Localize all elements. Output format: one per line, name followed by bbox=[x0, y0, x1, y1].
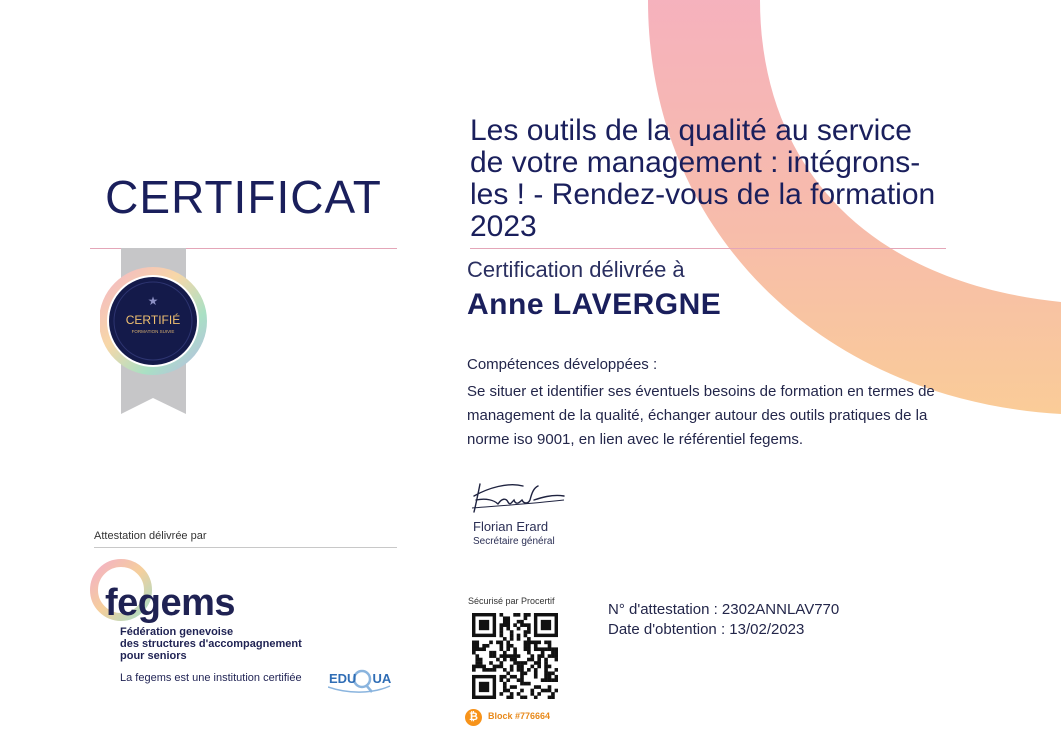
fegems-logo-text: fegems bbox=[105, 582, 236, 624]
badge-line2: FORMATION SUIVIE bbox=[131, 329, 175, 334]
bitcoin-icon: ₿ bbox=[465, 709, 482, 726]
signature-image bbox=[468, 478, 568, 520]
divider-issuer bbox=[94, 547, 397, 548]
signatory-role: Secrétaire général bbox=[473, 536, 555, 547]
skills-description: Se situer et identifier ses éventuels besoins de formation en termes de management de la qualité, échanger autour des outils pratiques de la norme iso 9001, en lien avec le référentiel fegems. bbox=[467, 383, 935, 448]
issuer-description-line: des structures d'accompagnement bbox=[120, 638, 302, 650]
eduqua-label: EDU UA bbox=[329, 671, 392, 686]
divider-right bbox=[470, 248, 946, 249]
issued-by-label: Attestation délivrée par bbox=[94, 530, 207, 542]
issuer-description-line: pour seniors bbox=[120, 650, 187, 662]
certified-institution-note: La fegems est une institution certifiée bbox=[120, 672, 302, 684]
attestation-number: N° d'attestation : 2302ANNLAV770 bbox=[608, 601, 840, 618]
certificate-heading: CERTIFICAT bbox=[105, 171, 382, 223]
course-title: Les outils de la qualité au service de votre management : intégrons-les ! - Rendez-vous de la formation 2023 bbox=[470, 114, 936, 243]
secured-by-label: Sécurisé par Procertif bbox=[468, 596, 555, 606]
badge-line1: CERTIFIÉ bbox=[125, 313, 181, 327]
skills-label: Compétences développées : bbox=[467, 356, 658, 373]
issuer-description-line: Fédération genevoise bbox=[120, 626, 234, 638]
recipient-name: Anne LAVERGNE bbox=[467, 288, 722, 321]
delivered-to-label: Certification délivrée à bbox=[467, 257, 685, 282]
blockchain-block-label: Block #776664 bbox=[488, 711, 551, 721]
certified-badge bbox=[100, 248, 210, 418]
signatory-name: Florian Erard bbox=[473, 519, 549, 534]
svg-text:★: ★ bbox=[147, 294, 159, 308]
obtention-date: Date d'obtention : 13/02/2023 bbox=[608, 621, 805, 638]
qr-code[interactable] bbox=[472, 613, 558, 699]
